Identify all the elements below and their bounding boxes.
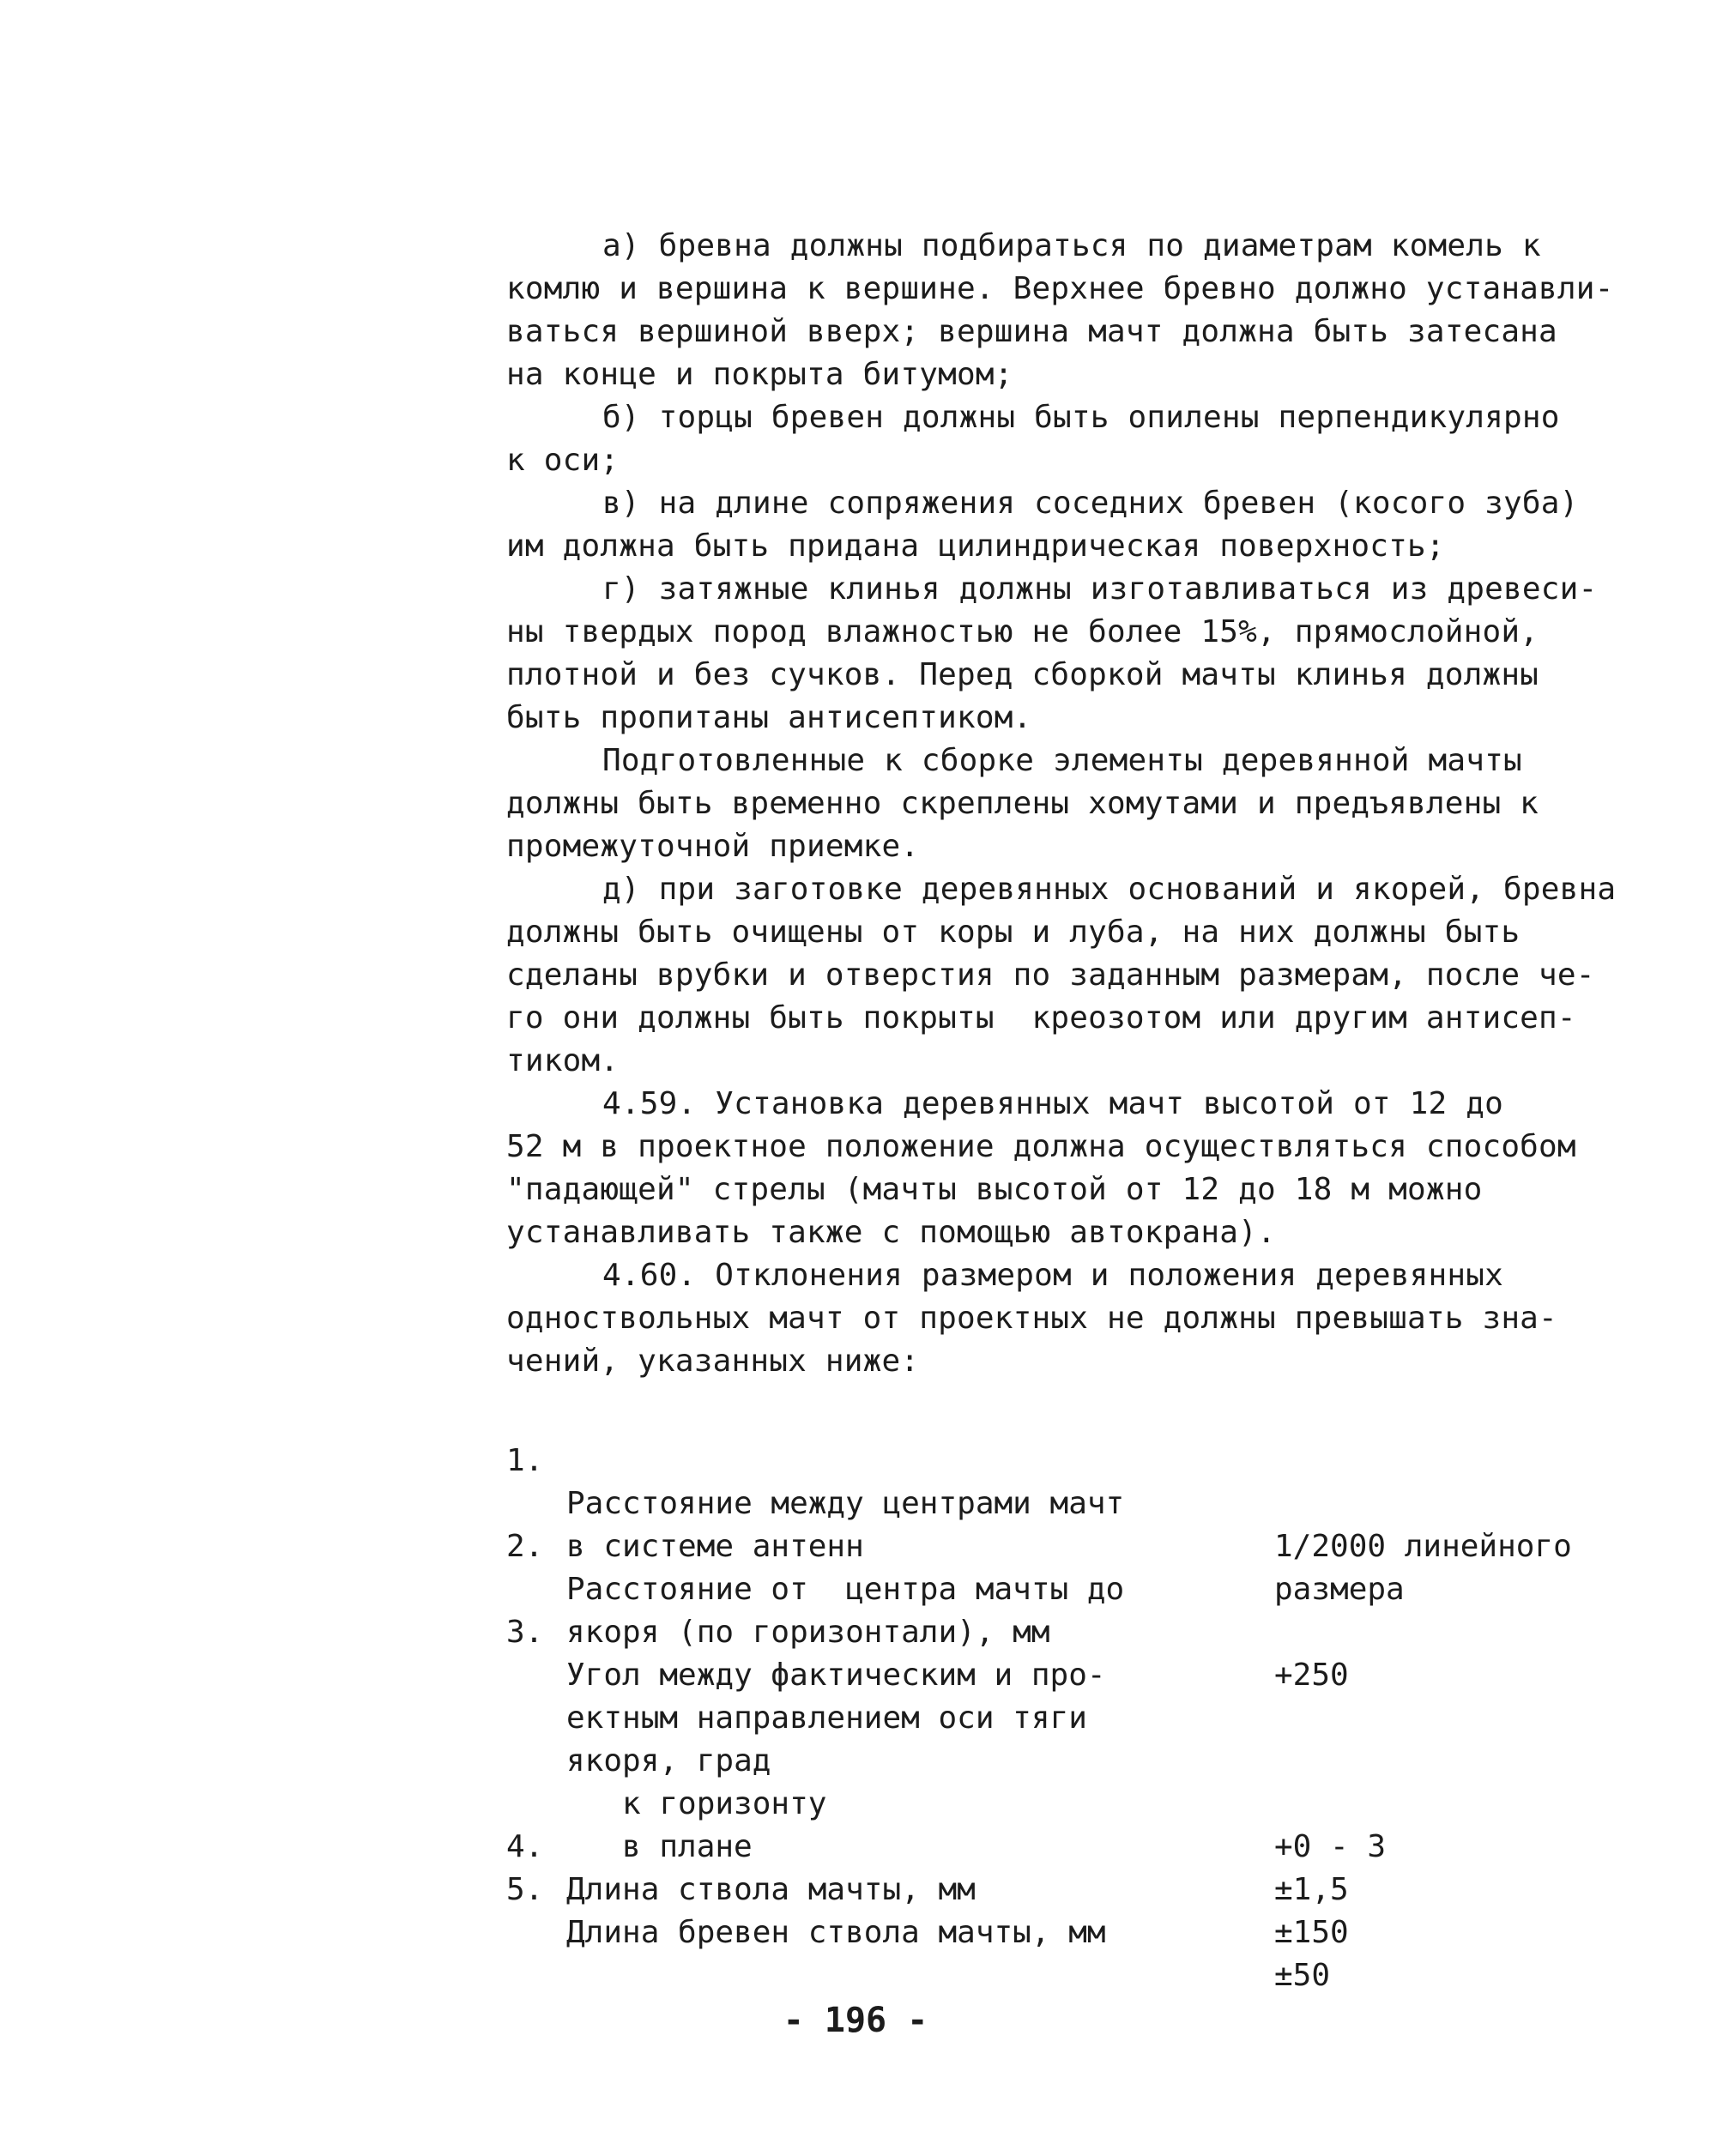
text-line: 4.60. Отклонения размером и положения деревянных: [602, 1258, 1503, 1293]
item-label: Расстояние от центра мачты до: [566, 1572, 1125, 1607]
text-line: им должна быть придана цилиндрическая поверхность;: [506, 528, 1445, 564]
item-label: якоря (по горизонтали), мм: [566, 1615, 1050, 1650]
text-line: сделаны врубки и отверстия по заданным размерам, после че-: [506, 957, 1595, 993]
item-label: ектным направлением оси тяги: [566, 1700, 1087, 1736]
text-line: комлю и вершина к вершине. Верхнее бревно должно устанавли-: [506, 271, 1614, 306]
text-line: д) при заготовке деревянных оснований и якорей, бревна: [602, 872, 1617, 907]
paragraph-assembly: [506, 740, 1656, 868]
paragraph-b: [506, 396, 1656, 482]
text-line: в) на длине сопряжения соседних бревен (косого зуба): [602, 486, 1579, 521]
item-label: в плане: [622, 1829, 753, 1864]
item-label: Расстояние между центрами мачт: [566, 1486, 1125, 1521]
text-line: одноствольных мачт от проектных не должны превышать зна-: [506, 1301, 1557, 1336]
item-number: 4.: [506, 1829, 544, 1864]
text-line: плотной и без сучков. Перед сборкой мачты клинья должны: [506, 657, 1539, 692]
item-number: 1.: [506, 1443, 544, 1478]
text-line: должны быть временно скреплены хомутами и предъявлены к: [506, 786, 1539, 821]
item-number: 5.: [506, 1872, 544, 1907]
text-line: тиком.: [506, 1043, 620, 1078]
text-line: ны твердых пород влажностью не более 15%, прямослойной,: [506, 614, 1539, 649]
item-label: Угол между фактическим и про-: [566, 1658, 1106, 1693]
text-line: чений, указанных ниже:: [506, 1344, 920, 1379]
item-value: +0 - 3: [1274, 1829, 1387, 1864]
text-line: ваться вершиной вверх; вершина мачт должна быть затесана: [506, 314, 1557, 349]
paragraph-v: [506, 482, 1656, 568]
text-line: промежуточной приемке.: [506, 829, 920, 864]
text-line: 4.59. Установка деревянных мачт высотой от 12 до: [602, 1086, 1503, 1121]
paragraph-a: [506, 225, 1656, 396]
text-line: должны быть очищены от коры и луба, на них должны быть: [506, 915, 1521, 950]
text-line: устанавливать также с помощью автокрана).: [506, 1215, 1276, 1250]
item-label: к горизонту: [622, 1786, 827, 1821]
item-value: 1/2000 линейного: [1274, 1529, 1572, 1564]
body-text: [506, 225, 1656, 1383]
text-line: "падающей" стрелы (мачты высотой от 12 до 18 м можно: [506, 1172, 1483, 1207]
item-value: размера: [1274, 1572, 1405, 1607]
item-value: ±1,5: [1274, 1872, 1349, 1907]
item-number: 2.: [506, 1529, 544, 1564]
text-line: г) затяжные клинья должны изготавливаться из древеси-: [602, 571, 1598, 607]
item-value: ±50: [1274, 1958, 1331, 1993]
text-line: быть пропитаны антисептиком.: [506, 700, 1032, 735]
item-value: +250: [1274, 1658, 1349, 1693]
text-line: го они должны быть покрыты креозотом или другим антисеп-: [506, 1000, 1576, 1036]
tolerance-list: [506, 1397, 1656, 1993]
item-label: якоря, град: [566, 1743, 771, 1779]
item-label: Длина бревен ствола мачты, мм: [566, 1915, 1106, 1950]
item-number: 3.: [506, 1615, 544, 1650]
text-line: к оси;: [506, 443, 620, 478]
text-line: Подготовленные к сборке элементы деревянной мачты: [602, 743, 1522, 778]
paragraph-4-60: [506, 1254, 1656, 1383]
paragraph-g: [506, 568, 1656, 740]
item-value: ±150: [1274, 1915, 1349, 1950]
text-line: на конце и покрыта битумом;: [506, 357, 1013, 392]
text-line: а) бревна должны подбираться по диаметрам комель к: [602, 228, 1541, 263]
paragraph-4-59: [506, 1083, 1656, 1254]
item-label: в системе антенн: [566, 1529, 864, 1564]
text-line: 52 м в проектное положение должна осуществляться способом: [506, 1129, 1576, 1164]
page-number: - 196 -: [783, 2001, 928, 2040]
paragraph-d: [506, 868, 1656, 1083]
text-line: б) торцы бревен должны быть опилены перпендикулярно: [602, 400, 1560, 435]
item-label: Длина ствола мачты, мм: [566, 1872, 976, 1907]
